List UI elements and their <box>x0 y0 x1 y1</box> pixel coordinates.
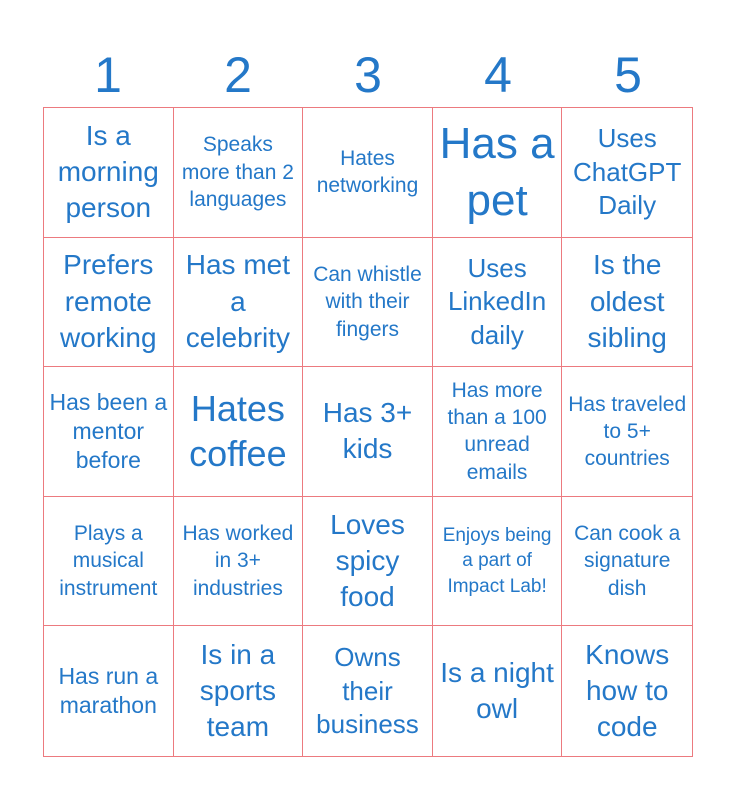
column-number-3: 3 <box>354 47 382 103</box>
bingo-cell-text: Plays a musical instrument <box>59 522 158 600</box>
bingo-cell[interactable] <box>44 238 174 368</box>
bingo-cell-text: Hates coffee <box>189 388 287 475</box>
bingo-cell-text: Has met a celebrity <box>185 249 291 354</box>
bingo-cell-text: Hates networking <box>316 147 419 198</box>
bingo-cell[interactable] <box>562 238 692 368</box>
bingo-cell-text: Enjoys being a part of Impact Lab! <box>442 524 552 597</box>
bingo-cell[interactable] <box>174 108 304 238</box>
bingo-cell[interactable] <box>562 626 692 756</box>
bingo-cell[interactable] <box>303 497 433 627</box>
bingo-cell[interactable] <box>44 108 174 238</box>
bingo-cell[interactable] <box>433 367 563 497</box>
bingo-cell-text: Has worked in 3+ industries <box>182 522 294 600</box>
bingo-cell[interactable] <box>433 108 563 238</box>
bingo-cell[interactable] <box>433 497 563 627</box>
bingo-cell[interactable] <box>303 626 433 756</box>
column-number-2: 2 <box>224 47 252 103</box>
bingo-cell-text: Has run a marathon <box>58 663 159 719</box>
bingo-cell-text: Can cook a signature dish <box>574 522 681 600</box>
bingo-cell[interactable] <box>44 626 174 756</box>
bingo-cell-text: Uses ChatGPT Daily <box>573 123 682 220</box>
bingo-cell-text: Is a morning person <box>57 119 159 224</box>
bingo-cell-text: Owns their business <box>316 642 419 739</box>
bingo-board <box>43 107 693 757</box>
bingo-cell-text: Has more than a 100 unread emails <box>447 378 547 484</box>
column-number-5: 5 <box>614 47 642 103</box>
bingo-cell-text: Is the oldest sibling <box>587 249 667 354</box>
bingo-cell-text: Can whistle with their fingers <box>313 262 422 341</box>
bingo-cell-text: Prefers remote working <box>60 249 157 354</box>
bingo-cell[interactable] <box>433 238 563 368</box>
bingo-cell-text: Loves spicy food <box>330 508 405 613</box>
bingo-cell[interactable] <box>303 238 433 368</box>
bingo-cell[interactable] <box>174 367 304 497</box>
bingo-cell[interactable] <box>562 497 692 627</box>
bingo-cell[interactable] <box>562 367 692 497</box>
bingo-cell[interactable] <box>44 497 174 627</box>
bingo-cell[interactable] <box>303 108 433 238</box>
bingo-cell[interactable] <box>562 108 692 238</box>
column-number-4: 4 <box>484 47 512 103</box>
column-header <box>43 44 693 106</box>
bingo-cell-text: Is in a sports team <box>199 638 277 743</box>
bingo-cell[interactable] <box>174 497 304 627</box>
bingo-cell-text: Is a night owl <box>440 656 554 725</box>
bingo-cell-text: Has been a mentor before <box>49 389 168 473</box>
column-number-1: 1 <box>94 47 122 103</box>
bingo-cell-text: Has traveled to 5+ countries <box>568 392 687 471</box>
bingo-cell[interactable] <box>44 367 174 497</box>
bingo-cell-text: Uses LinkedIn daily <box>447 252 547 350</box>
bingo-cell[interactable] <box>174 626 304 756</box>
bingo-cell[interactable] <box>174 238 304 368</box>
bingo-cell[interactable] <box>433 626 563 756</box>
bingo-cell-text: Knows how to code <box>585 638 670 743</box>
bingo-cell-text: Speaks more than 2 languages <box>181 133 294 211</box>
bingo-cell-text: Has 3+ kids <box>322 397 413 465</box>
bingo-cell[interactable] <box>303 367 433 497</box>
bingo-cell-text: Has a pet <box>439 119 555 226</box>
